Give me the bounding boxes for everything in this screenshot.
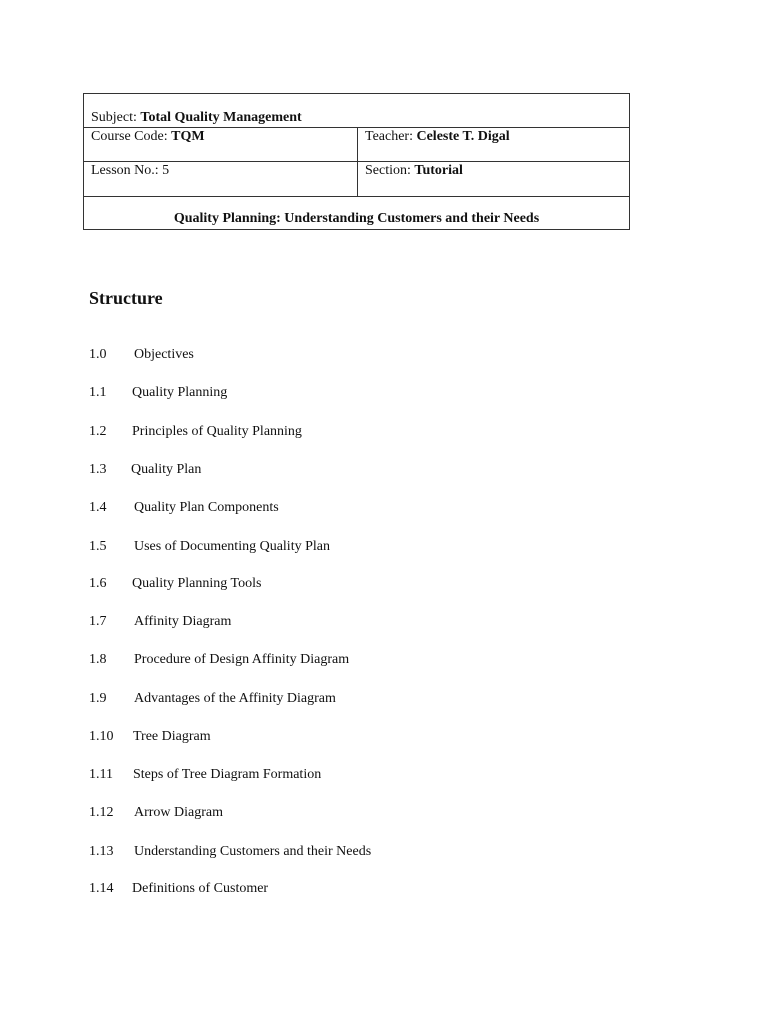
subject-row (84, 94, 629, 128)
lesson-number-cell (84, 162, 357, 196)
structure-item-title: Advantages of the Affinity Diagram (134, 691, 336, 706)
structure-item-title: Definitions of Customer (132, 881, 269, 896)
structure-item-number: 1.12 (89, 805, 114, 820)
structure-item-number: 1.6 (89, 576, 107, 591)
section-text (365, 163, 463, 179)
structure-item-title: Steps of Tree Diagram Formation (133, 767, 322, 782)
structure-item-title: Quality Plan (131, 462, 202, 477)
lesson-title-row (84, 196, 629, 230)
structure-item-title: Uses of Documenting Quality Plan (134, 539, 330, 554)
structure-item-number: 1.8 (89, 652, 107, 667)
course-code-cell (84, 128, 357, 161)
structure-item-title: Procedure of Design Affinity Diagram (134, 652, 350, 667)
teacher-value: Celeste T. Digal (416, 129, 510, 144)
structure-heading: Structure (89, 288, 163, 308)
lesson-header-table (83, 93, 630, 230)
structure-item-title: Tree Diagram (133, 729, 211, 744)
section-value: Tutorial (414, 163, 463, 178)
structure-item-number: 1.1 (89, 385, 107, 400)
subject-cell (84, 94, 629, 128)
subject-text (91, 110, 302, 126)
lesson-section-row (84, 161, 629, 196)
subject-label: Subject: (91, 110, 137, 125)
structure-item-number: 1.10 (89, 729, 114, 744)
course-code-value: TQM (171, 129, 205, 144)
structure-item-number: 1.5 (89, 539, 107, 554)
teacher-cell (357, 128, 630, 161)
section-label: Section: (365, 163, 411, 178)
structure-item-title: Understanding Customers and their Needs (134, 844, 372, 859)
section-cell (357, 162, 630, 196)
structure-item-title: Objectives (134, 347, 194, 362)
structure-item-number: 1.2 (89, 424, 107, 439)
structure-item-number: 1.11 (89, 767, 113, 782)
structure-item-title: Arrow Diagram (134, 805, 224, 820)
structure-item-number: 1.14 (89, 881, 114, 896)
course-teacher-row (84, 127, 629, 161)
structure-item-title: Quality Planning Tools (132, 576, 262, 591)
structure-item-title: Quality Plan Components (134, 500, 279, 515)
subject-value: Total Quality Management (140, 110, 302, 125)
course-code-label: Course Code: (91, 129, 168, 144)
structure-item-number: 1.0 (89, 347, 107, 362)
teacher-label: Teacher: (365, 129, 413, 144)
structure-item-number: 1.9 (89, 691, 107, 706)
structure-item-title: Quality Planning (132, 385, 228, 400)
structure-item-title: Principles of Quality Planning (132, 424, 302, 439)
structure-item-title: Affinity Diagram (134, 614, 232, 629)
structure-item-number: 1.13 (89, 844, 114, 859)
lesson-title-cell (84, 197, 629, 230)
structure-item-number: 1.3 (89, 462, 107, 477)
teacher-text (365, 129, 510, 145)
lesson-number-value: 5 (162, 163, 170, 178)
structure-item-number: 1.4 (89, 500, 107, 515)
lesson-number-text (91, 163, 169, 179)
course-code-text (91, 129, 205, 145)
lesson-number-label: Lesson No.: (91, 163, 159, 178)
structure-item-number: 1.7 (89, 614, 107, 629)
lesson-title: Quality Planning: Understanding Customers and their Needs (173, 211, 540, 226)
